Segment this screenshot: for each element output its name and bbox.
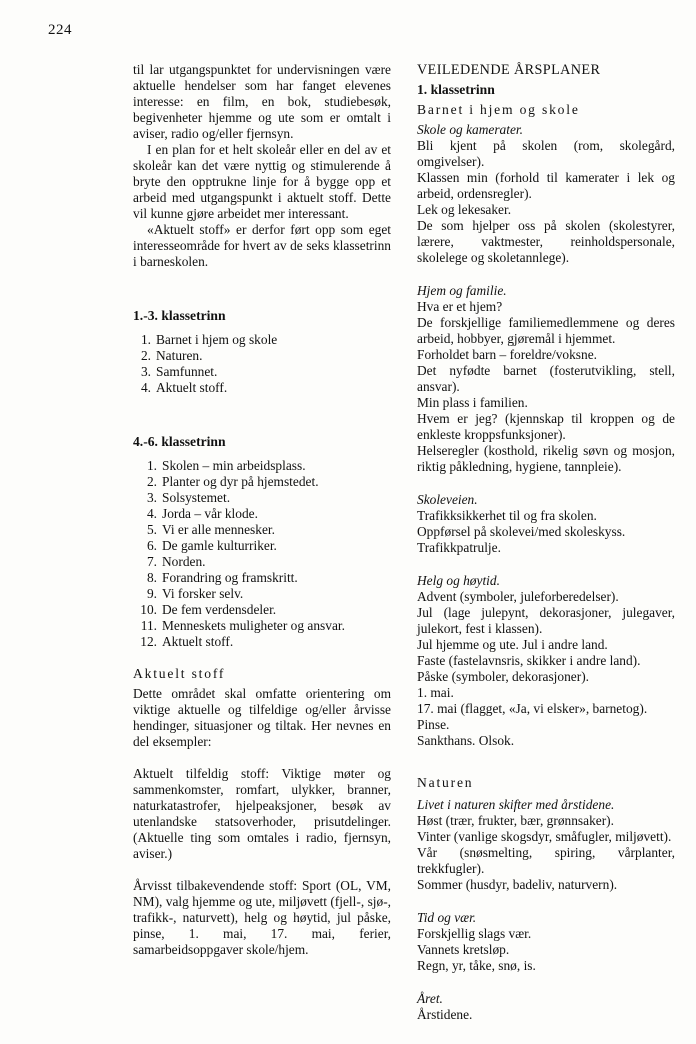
grade-heading: 1. klassetrinn <box>417 82 495 97</box>
line: Klassen min (forhold til kamerater i lek og arbeid, ordensregler). <box>417 170 675 201</box>
line: Årstidene. <box>417 1007 473 1022</box>
line: Det nyfødte barnet (fosterutvikling, stell, ansvar). <box>417 363 675 394</box>
subsection-heading: Året. <box>417 991 443 1006</box>
aktuelt-stoff-heading: Aktuelt stoff <box>133 666 226 681</box>
list-4-6 <box>133 458 391 650</box>
line: Sankthans. Olsok. <box>417 733 515 748</box>
list-item: 3. Samfunnet. <box>140 364 218 379</box>
line: Jul hjemme og ute. Jul i andre land. <box>417 637 608 652</box>
line: De som hjelper oss på skolen (skolestyrer, lærere, vaktmester, reinholdspersonale, skolelege og skoletannlege). <box>417 218 675 265</box>
subsection-heading: Helg og høytid. <box>417 573 500 588</box>
subsection-lines <box>417 813 675 893</box>
line: Regn, yr, tåke, snø, is. <box>417 958 536 973</box>
line: Pinse. <box>417 717 450 732</box>
subsection-heading: Tid og vær. <box>417 910 477 925</box>
area-heading: Barnet i hjem og skole <box>417 102 580 117</box>
line: Vår (snøsmelting, spiring, vårplanter, trekkfugler). <box>417 845 675 876</box>
aktuelt-paragraph: Aktuelt tilfeldig stoff: Viktige møter og sammenkomster, romfart, ulykker, branner, naturkatastrofer, hjelpeaksjoner, besøk av utenlandske statsoverhoder, prisutdelinger. (Aktuelle ting som omtales i radio, fjernsyn, aviser.) <box>133 766 391 861</box>
subsection-lines <box>417 589 675 749</box>
section-heading-1-3: 1.-3. klassetrinn <box>133 308 226 323</box>
list-item: 12. Aktuelt stoff. <box>140 634 234 649</box>
subsection-heading: Livet i naturen skifter med årstidene. <box>417 797 615 812</box>
naturen-heading: Naturen <box>417 775 474 790</box>
list-item: 3. Solsystemet. <box>146 490 231 505</box>
right-column <box>417 62 675 1023</box>
line: Bli kjent på skolen (rom, skolegård, omgivelser). <box>417 138 675 169</box>
intro-paragraph: I en plan for et helt skoleår eller en del av et skoleår kan det være nyttig og stimulerende å bryte den opptrukne linje for å bygge opp et arbeid med utgangspunkt i aktuelt stoff. Dette vil kunne gjøre arbeidet mer interessant. <box>133 142 391 221</box>
section-title: VEILEDENDE ÅRSPLANER <box>417 62 601 78</box>
list-item: 2. Planter og dyr på hjemstedet. <box>146 474 319 489</box>
line: Faste (fastelavnsris, skikker i andre land). <box>417 653 641 668</box>
line: Jul (lage julepynt, dekorasjoner, julegaver, julekort, fest i klassen). <box>417 605 675 636</box>
list-item: 8. Forandring og framskritt. <box>146 570 298 585</box>
page-number: 224 <box>48 22 72 38</box>
list-item: 10. De fem verdensdeler. <box>140 602 277 617</box>
line: Lek og lekesaker. <box>417 202 512 217</box>
line: Vinter (vanlige skogsdyr, småfugler, miljøvett). <box>417 829 672 844</box>
line: Sommer (husdyr, badeliv, naturvern). <box>417 877 618 892</box>
line: Forholdet barn – foreldre/voksne. <box>417 347 597 362</box>
subsection-lines <box>417 299 675 475</box>
aktuelt-paragraph: Årvisst tilbakevendende stoff: Sport (OL, VM, NM), valg hjemme og ute, miljøvett (fjell-, sjø-, trafikk-, naturvett), helg og høytid, jul påske, pinse, 1. mai, 17. mai, ferier, samarbeidsoppgaver skole/hjem. <box>133 878 391 957</box>
subsection-heading: Hjem og familie. <box>417 283 507 298</box>
subsection-lines <box>417 1007 675 1023</box>
line: Forskjellig slags vær. <box>417 926 532 941</box>
subsection-lines <box>417 508 675 556</box>
intro-paragraph: «Aktuelt stoff» er derfor ført opp som eget interesseområde for hvert av de seks klassetrinn i barneskolen. <box>133 222 391 269</box>
line: Hva er et hjem? <box>417 299 503 314</box>
line: Trafikksikkerhet til og fra skolen. <box>417 508 597 523</box>
aktuelt-paragraph: Dette området skal omfatte orientering om viktige aktuelle og tilfeldige og/eller årvisse hendinger, situasjoner og tiltak. Her nevnes en del eksempler: <box>133 686 391 749</box>
line: Helseregler (kosthold, rikelig søvn og mosjon, riktig påkledning, hygiene, tannpleie). <box>417 443 675 474</box>
line: Høst (trær, frukter, bær, grønnsaker). <box>417 813 614 828</box>
list-item: 7. Norden. <box>146 554 206 569</box>
subsection-lines <box>417 138 675 266</box>
line: 1. mai. <box>417 685 454 700</box>
intro-paragraph: til lar utgangspunktet for undervisningen være aktuelle hendelser som har fanget elevenes interesse: en film, en bok, studiebesøk, begivenheter hjemme og ute som er omtalt i aviser, radio og/eller fjernsyn. <box>133 62 391 141</box>
list-item: 2. Naturen. <box>140 348 203 363</box>
section-heading-4-6: 4.-6. klassetrinn <box>133 434 226 449</box>
line: Oppførsel på skolevei/med skoleskyss. <box>417 524 626 539</box>
list-item: 4. Aktuelt stoff. <box>140 380 228 395</box>
list-item: 9. Vi forsker selv. <box>146 586 244 601</box>
subsection-heading: Skole og kamerater. <box>417 122 523 137</box>
line: Påske (symboler, dekorasjoner). <box>417 669 590 684</box>
list-item: 6. De gamle kulturriker. <box>146 538 277 553</box>
list-item: 5. Vi er alle mennesker. <box>146 522 275 537</box>
line: Hvem er jeg? (kjennskap til kroppen og de enkleste kroppsfunksjoner). <box>417 411 675 442</box>
line: Min plass i familien. <box>417 395 528 410</box>
line: Trafikkpatrulje. <box>417 540 501 555</box>
line: 17. mai (flagget, «Ja, vi elsker», barnetog). <box>417 701 648 716</box>
line: Advent (symboler, juleforberedelser). <box>417 589 619 604</box>
subsection-heading: Skoleveien. <box>417 492 478 507</box>
left-column <box>133 62 391 958</box>
list-1-3 <box>133 332 391 396</box>
list-item: 1. Skolen – min arbeidsplass. <box>146 458 306 473</box>
line: Vannets kretsløp. <box>417 942 510 957</box>
list-item: 4. Jorda – vår klode. <box>146 506 258 521</box>
list-item: 11. Menneskets muligheter og ansvar. <box>140 618 345 633</box>
subsection-lines <box>417 926 675 974</box>
list-item: 1. Barnet i hjem og skole <box>140 332 278 347</box>
line: De forskjellige familiemedlemmene og deres arbeid, hobbyer, gjøremål i hjemmet. <box>417 315 675 346</box>
